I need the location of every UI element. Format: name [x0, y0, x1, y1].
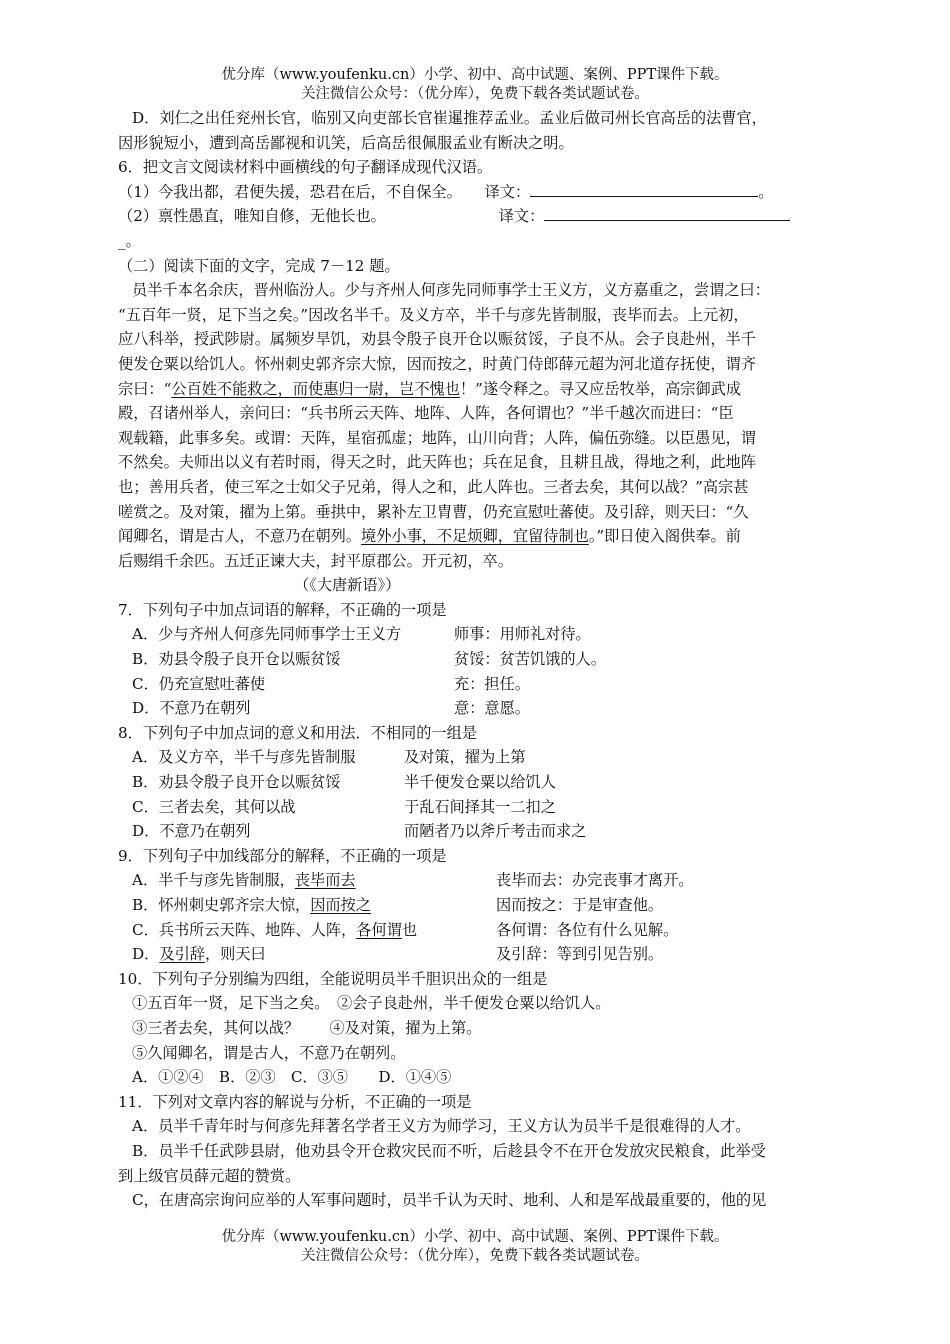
q8-d-left: D．不意乃在朝列: [132, 822, 251, 841]
passage-11a: 闻卿名，谓是古人，不意乃在朝列。: [118, 527, 361, 546]
q7-c-sentence: C．仍充宣慰吐蕃使: [132, 674, 266, 693]
q7-c-gloss: 充：担任。: [454, 674, 530, 693]
q9-d-post: ，则天曰: [204, 945, 266, 964]
q7-option-d: [118, 696, 832, 721]
q9-b-pre: B．怀州刺史郭齐宗大惊，: [132, 896, 311, 914]
q10-item-line-1: ①五百年一贤，足下当之矣。 ②会子良赴州，半千便发仓粟以给饥人。: [132, 994, 611, 1013]
passage-line-11: [118, 524, 832, 549]
q7-option-c: [118, 672, 832, 697]
passage-line-3: 应八科举，授武陟尉。属频岁旱饥，劝县令殷子良开仓以赈贫馁，子良不从。会子良赴州，半千: [118, 330, 756, 349]
q9-c-post: 也: [401, 920, 417, 939]
q8-d-right: 而陋者乃以斧斤考击而求之: [404, 822, 587, 841]
q6-s2-label: 译文：: [498, 207, 545, 226]
q6-s1-answer-line[interactable]: [530, 182, 758, 197]
header-line-2: 关注微信公众号：（优分库），免费下载各类试题试卷。: [301, 86, 649, 102]
q7-option-a: [118, 622, 832, 647]
q6-s1-label: 译文：: [484, 182, 531, 201]
passage-11b: 。”即日使入阁供奉。前: [588, 527, 741, 546]
footer-line-1: 优分库（www.youfenku.cn）小学、初中、高中试题、案例、PPT课件下载。: [221, 1229, 729, 1245]
q11-option-b-line-1: B．员半千任武陟县尉，他劝县令开仓救灾民而不听，后趁县令不在开仓发放灾民粮食，此举受: [132, 1141, 766, 1160]
q10-item-line-2: ③三者去矣，其何以战？ ④及对策，擢为上第。: [132, 1018, 482, 1037]
q6-s2-text: （2）禀性愚直，唯知自修，无他长也。: [118, 207, 386, 226]
q7-a-gloss: 师事：用师礼对待。: [454, 625, 591, 644]
passage-line-5: [118, 377, 832, 402]
q10-choices: A．①②④ B．②③ C．③⑤ D．①④⑤: [132, 1068, 452, 1087]
passage-5a: 宗曰：“: [118, 379, 172, 398]
q9-option-d: [118, 942, 832, 967]
q7-option-b: [118, 647, 832, 672]
q9-option-c: [118, 918, 832, 943]
q9-c-gloss: 各何谓：各位有什么见解。: [496, 920, 679, 939]
header-line-1: 优分库（www.youfenku.cn）小学、初中、高中试题、案例、PPT课件下载。: [221, 67, 729, 83]
q8-option-c: [118, 795, 832, 820]
option-d-line-2: 因形貌短小，遭到高岳鄙视和讥笑，后高岳很佩服孟业有断决之明。: [118, 133, 574, 152]
q9-a-gloss: 丧毕而去：办完丧事才离开。: [496, 871, 694, 890]
q11-option-a: A．员半千青年时与何彦先拜著名学者王义方为师学习，王义方认为员半千是很难得的人才。: [132, 1117, 751, 1136]
passage-source: （《大唐新语》）: [294, 576, 401, 595]
passage-line-1: 员半千本名余庆，晋州临汾人。少与齐州人何彦先同师事学士王义方，义方嘉重之，尝谓之曰：: [132, 281, 770, 300]
q6-sentence-1: [118, 180, 832, 205]
q9-a-underlined: 丧毕而去: [294, 871, 356, 890]
passage-line-6: 殿，召诸州举人，亲问曰：“兵书所云天阵、地阵、人阵，各何谓也？”半千越次而进曰：“臣: [118, 404, 734, 423]
q8-option-b: [118, 770, 832, 795]
q7-d-gloss: 意：意愿。: [454, 699, 530, 718]
passage-line-2: “五百年一贤，足下当之矣。”因改名半千。及义方卒，半千与彦先皆制服，丧毕而去。上元初，: [118, 305, 749, 324]
q7-a-sentence: A．少与齐州人何彦先同师事学士王义方: [132, 625, 402, 644]
q11-option-b-line-2: 到上级官员薛元超的赞赏。: [118, 1166, 301, 1185]
section-2-title: （二）阅读下面的文字，完成 7－12 题。: [118, 256, 400, 275]
q6-s2-answer-line[interactable]: [544, 206, 790, 221]
passage-line-4: 便发仓粟以给饥人。怀州刺史郭齐宗大惊，因而按之，时黄门侍郎薛元超为河北道存抚使，谓齐: [118, 354, 756, 373]
underlined-sentence-1: 公百姓不能救之，而使惠归一尉，岂不愧也: [171, 379, 460, 398]
footer-line-2: 关注微信公众号：（优分库），免费下载各类试题试卷。: [301, 1248, 649, 1264]
q7-stem: 7．下列句子中加点词语的解释，不正确的一项是: [118, 600, 447, 619]
q9-a-pre: A．半千与彦先皆制服，: [132, 871, 295, 890]
passage-line-12: 后赐绢千余匹。五迁正谏大夫，封平原郡公。开元初，卒。: [118, 551, 513, 570]
q6-sentence-2: [118, 204, 832, 229]
q6-s2-end: _。: [118, 231, 141, 250]
q6-stem: 6．把文言文阅读材料中画横线的句子翻译成现代汉语。: [118, 158, 493, 177]
q9-d-gloss: 及引辞：等到引见告别。: [496, 945, 664, 964]
q7-b-sentence: B．劝县令殷子良开仓以赈贫馁: [132, 650, 341, 669]
q9-d-pre: D．: [132, 945, 160, 964]
passage-5b: ！”遂令释之。寻又应岳牧举，高宗御武成: [459, 379, 742, 398]
q9-b-gloss: 因而按之：于是审查他。: [496, 896, 664, 914]
q9-d-underlined: 及引辞: [159, 945, 205, 964]
q8-a-right: 及对策，擢为上第: [404, 748, 526, 767]
q9-c-underlined: 各何谓: [356, 920, 402, 939]
q6-s1-text: （1）今我出都，君便失援，恐君在后，不自保全。: [118, 182, 462, 201]
q8-b-right: 半千便发仓粟以给饥人: [404, 773, 556, 792]
q9-b-underlined: 因而按之: [310, 896, 371, 914]
page-header: [0, 66, 950, 104]
q11-stem: 11．下列对文章内容的解说与分析，不正确的一项是: [118, 1092, 472, 1111]
q8-option-d: [118, 819, 832, 844]
q8-b-left: B．劝县令殷子良开仓以赈贫馁: [132, 773, 341, 792]
q8-option-a: [118, 745, 832, 770]
q10-item-line-3: ⑤久闻卿名，谓是古人，不意乃在朝列。: [132, 1043, 406, 1062]
document-body: [118, 106, 832, 1213]
q8-stem: 8．下列句子中加点词的意义和用法．不相同的一组是: [118, 723, 477, 742]
q8-c-left: C．三者去矣，其何以战: [132, 797, 296, 816]
q6-s1-end: 。: [758, 182, 774, 201]
q8-a-left: A．及义方卒，半千与彦先皆制服: [132, 748, 356, 767]
q8-c-right: 于乱石间择其一二扣之: [404, 797, 556, 816]
q9-option-b: [118, 893, 832, 918]
q7-b-gloss: 贫馁：贫苦饥饿的人。: [454, 650, 606, 669]
passage-line-9: 也；善用兵者，使三军之士如父子兄弟，得人之和，此人阵也。三者去矣，其何以战？”高宗甚: [118, 477, 749, 496]
passage-line-10: 嗟赏之。及对策，擢为上第。垂拱中，累补左卫胄曹，仍充宣慰吐蕃使。及引辞，则天曰：“久: [118, 502, 749, 521]
q9-c-pre: C．兵书所云天阵、地阵、人阵，: [132, 920, 357, 939]
passage-line-7: 观载籍，此事多矣。或谓：天阵，星宿孤虚；地阵，山川向背；人阵，偏伍弥缝。以臣愚见，谓: [118, 428, 756, 447]
passage-line-8: 不然矣。夫师出以义有若时雨，得天之时，此天阵也；兵在足食，且耕且战，得地之利，此地阵: [118, 453, 756, 472]
option-d-line-1: D．刘仁之出任兖州长官，临别又向吏部长官崔暹推荐孟业。孟业后做司州长官高岳的法曹官，: [132, 109, 767, 127]
underlined-sentence-2: 境外小事，不足烦卿，宜留待制也: [361, 527, 589, 546]
q9-stem: 9．下列句子中加线部分的解释，不正确的一项是: [118, 846, 447, 865]
q10-stem: 10．下列句子分别编为四组，全能说明员半千胆识出众的一组是: [118, 969, 548, 988]
q9-option-a: [118, 868, 832, 893]
page-footer: [0, 1228, 950, 1266]
q11-option-c-line-1: C，在唐高宗询问应举的人军事问题时，员半千认为天时、地利、人和是军战最重要的，他的见: [132, 1191, 767, 1210]
q7-d-sentence: D．不意乃在朝列: [132, 699, 251, 718]
